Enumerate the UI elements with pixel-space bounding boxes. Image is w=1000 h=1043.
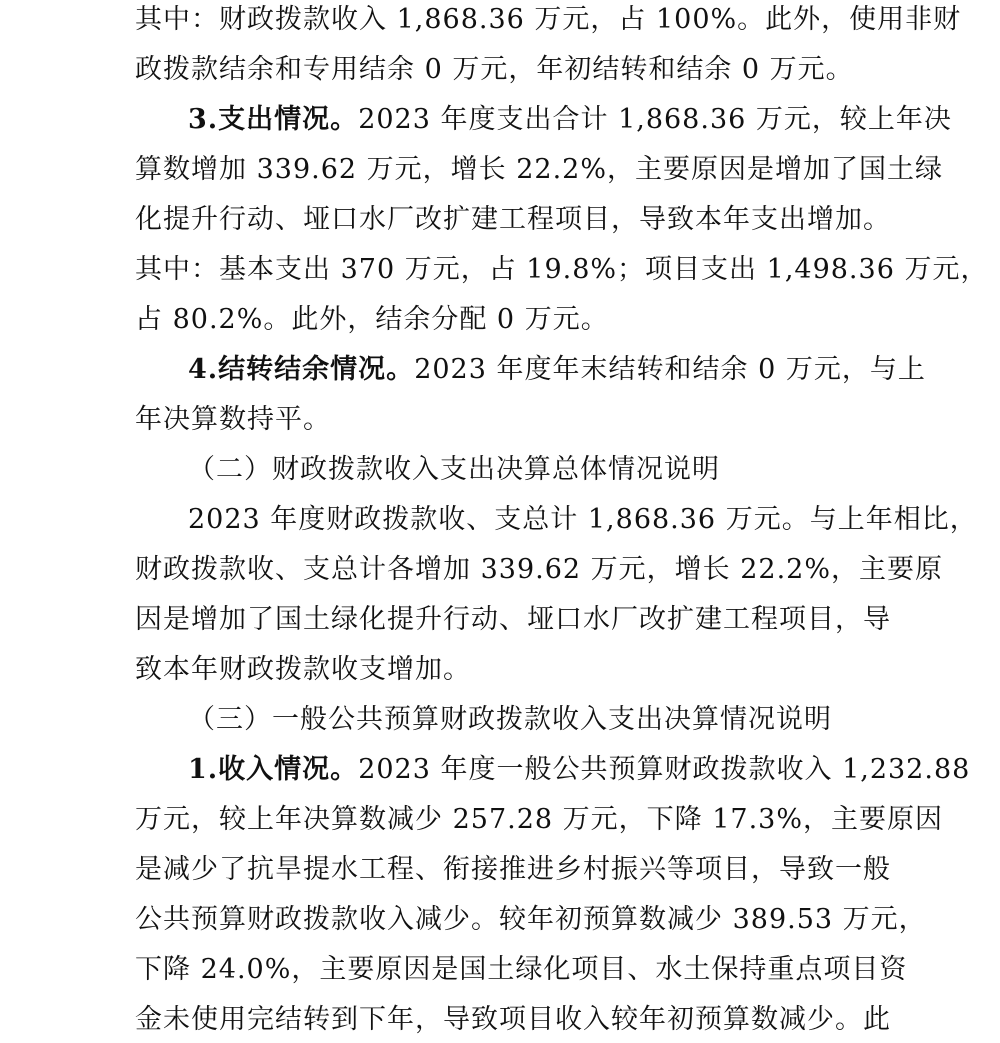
text-line: 政拨款结余和专用结余 0 万元，年初结转和结余 0 万元。 [135,54,854,85]
text-line: 其中：财政拨款收入 1,868.36 万元，占 100%。此外，使用非财 [135,4,962,35]
text-line: 财政拨款收、支总计各增加 339.62 万元，增长 22.2%，主要原 [135,554,943,585]
subsection-heading-3: （三）一般公共预算财政拨款收入支出决算情况说明 [188,704,832,735]
text-line: 致本年财政拨款收支增加。 [135,654,471,685]
text-line: 公共预算财政拨款收入减少。较年初预算数减少 389.53 万元， [135,904,927,935]
subsection-heading-2: （二）财政拨款收入支出决算总体情况说明 [188,454,720,485]
text-line: 占 80.2%。此外，结余分配 0 万元。 [135,304,609,335]
section-heading-expenditure: 3.支出情况。2023 年度支出合计 1,868.36 万元，较上年决 [188,104,952,135]
text-line: 金未使用完结转到下年，导致项目收入较年初预算数减少。此 [135,1004,891,1035]
section-heading-income: 1.收入情况。2023 年度一般公共预算财政拨款收入 1,232.88 [188,754,971,785]
text-line: 算数增加 339.62 万元，增长 22.2%，主要原因是增加了国土绿 [135,154,943,185]
text-line: 因是增加了国土绿化提升行动、垭口水厂改扩建工程项目，导 [135,604,891,635]
text-line: 年决算数持平。 [135,404,331,435]
text-line: 2023 年度财政拨款收、支总计 1,868.36 万元。与上年相比， [188,504,978,535]
text-line: 其中：基本支出 370 万元，占 19.8%；项目支出 1,498.36 万元， [135,254,989,285]
text-line: 是减少了抗旱提水工程、衔接推进乡村振兴等项目，导致一般 [135,854,891,885]
text-line: 万元，较上年决算数减少 257.28 万元，下降 17.3%，主要原因 [135,804,943,835]
text-line: 化提升行动、垭口水厂改扩建工程项目，导致本年支出增加。 [135,204,891,235]
text-line: 下降 24.0%，主要原因是国土绿化项目、水土保持重点项目资 [135,954,908,985]
section-heading-carryover: 4.结转结余情况。2023 年度年末结转和结余 0 万元，与上 [188,354,926,385]
